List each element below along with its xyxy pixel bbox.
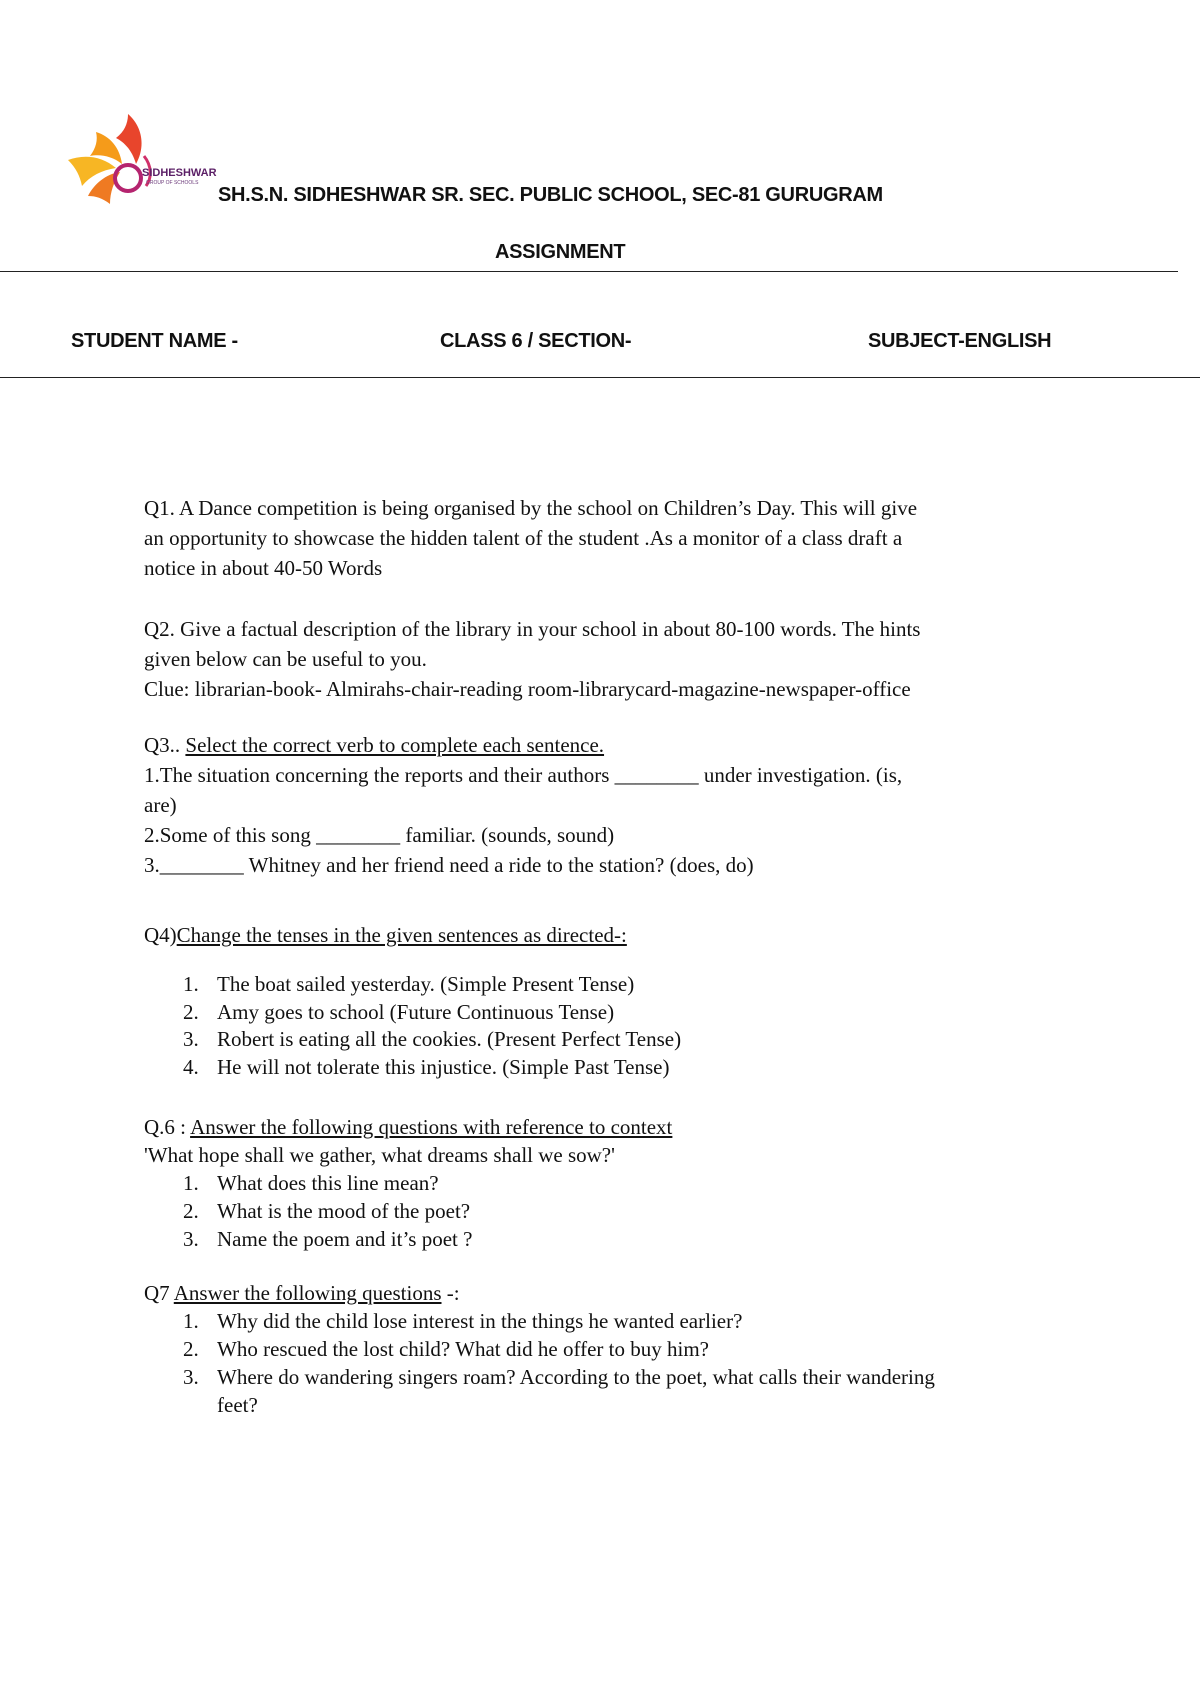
document-type-title: ASSIGNMENT [495,241,626,263]
q4-heading [144,920,627,950]
q2-line: given below can be useful to you. [144,647,427,671]
header-top-rule [0,271,1178,272]
q7-prefix: Q7 [144,1281,174,1305]
q4-prefix: Q4) [144,923,177,947]
question-1 [144,493,917,583]
q3-line: are) [144,793,177,817]
q6-quote: 'What hope shall we gather, what dreams shall we sow?' [144,1143,615,1167]
q1-line: notice in about 40-50 Words [144,556,383,580]
list-item: 2. Who rescued the lost child? What did he offer to buy him? [183,1337,710,1361]
q6-instruction: Answer the following questions with reference to context [190,1115,673,1139]
question-4 [144,920,627,950]
school-logo [66,112,217,212]
logo-text: SIDHESHWAR [142,167,217,179]
q4-list [144,971,681,1081]
q7-instruction: Answer the following questions [173,1281,442,1305]
question-7 [144,1279,935,1419]
list-item: 1. Why did the child lose interest in the things he wanted earlier? [183,1309,743,1333]
q3-line: 2.Some of this song ________ familiar. (sounds, sound) [144,823,615,847]
list-item: 1. The boat sailed yesterday. (Simple Present Tense) [183,972,635,996]
q6-prefix: Q.6 : [144,1115,191,1139]
q2-line: Q2. Give a factual description of the library in your school in about 80-100 words. The hints [144,617,921,641]
list-item-continuation: feet? [217,1393,258,1417]
school-name: SH.S.N. SIDHESHWAR SR. SEC. PUBLIC SCHOOL, SEC-81 GURUGRAM [218,184,883,206]
q3-prefix: Q3.. [144,733,186,757]
list-item: 3. Robert is eating all the cookies. (Present Perfect Tense) [183,1027,682,1051]
list-item: 2. What is the mood of the poet? [183,1199,471,1223]
list-item: 2. Amy goes to school (Future Continuous Tense) [183,999,615,1024]
student-name-label: STUDENT NAME - [71,330,238,352]
class-section-label: CLASS 6 / SECTION- [440,330,632,352]
list-item: 1. What does this line mean? [183,1171,439,1195]
header-bottom-rule [0,377,1200,378]
question-6 [144,1113,672,1253]
q1-line: an opportunity to showcase the hidden talent of the student .As a monitor of a class draft a [144,526,903,550]
q2-clue: Clue: librarian-book- Almirahs-chair-reading room-librarycard-magazine-newspaper-office [144,677,911,701]
q1-line: Q1. A Dance competition is being organised by the school on Children’s Day. This will give [144,496,918,520]
q6-heading [144,1113,672,1141]
q7-heading [144,1279,935,1307]
q3-line: 1.The situation concerning the reports and their authors ________ under investigation. (is, [144,763,903,787]
q7-suffix: -: [441,1281,460,1305]
question-2 [144,614,920,704]
q3-line: 3.________ Whitney and her friend need a ride to the station? (does, do) [144,853,754,877]
logo-subtext: GROUP OF SCHOOLS [146,180,199,186]
subject-label: SUBJECT-ENGLISH [868,330,1052,352]
list-item: 4. He will not tolerate this injustice. (Simple Past Tense) [183,1054,670,1079]
q3-instruction: Select the correct verb to complete each sentence. [185,733,605,757]
list-item: 3. Where do wandering singers roam? According to the poet, what calls their wandering [183,1365,935,1389]
q3-heading [144,730,902,760]
q4-instruction: Change the tenses in the given sentences as directed-: [176,923,627,947]
list-item: 3. Name the poem and it’s poet ? [183,1227,473,1251]
question-3 [144,730,902,880]
